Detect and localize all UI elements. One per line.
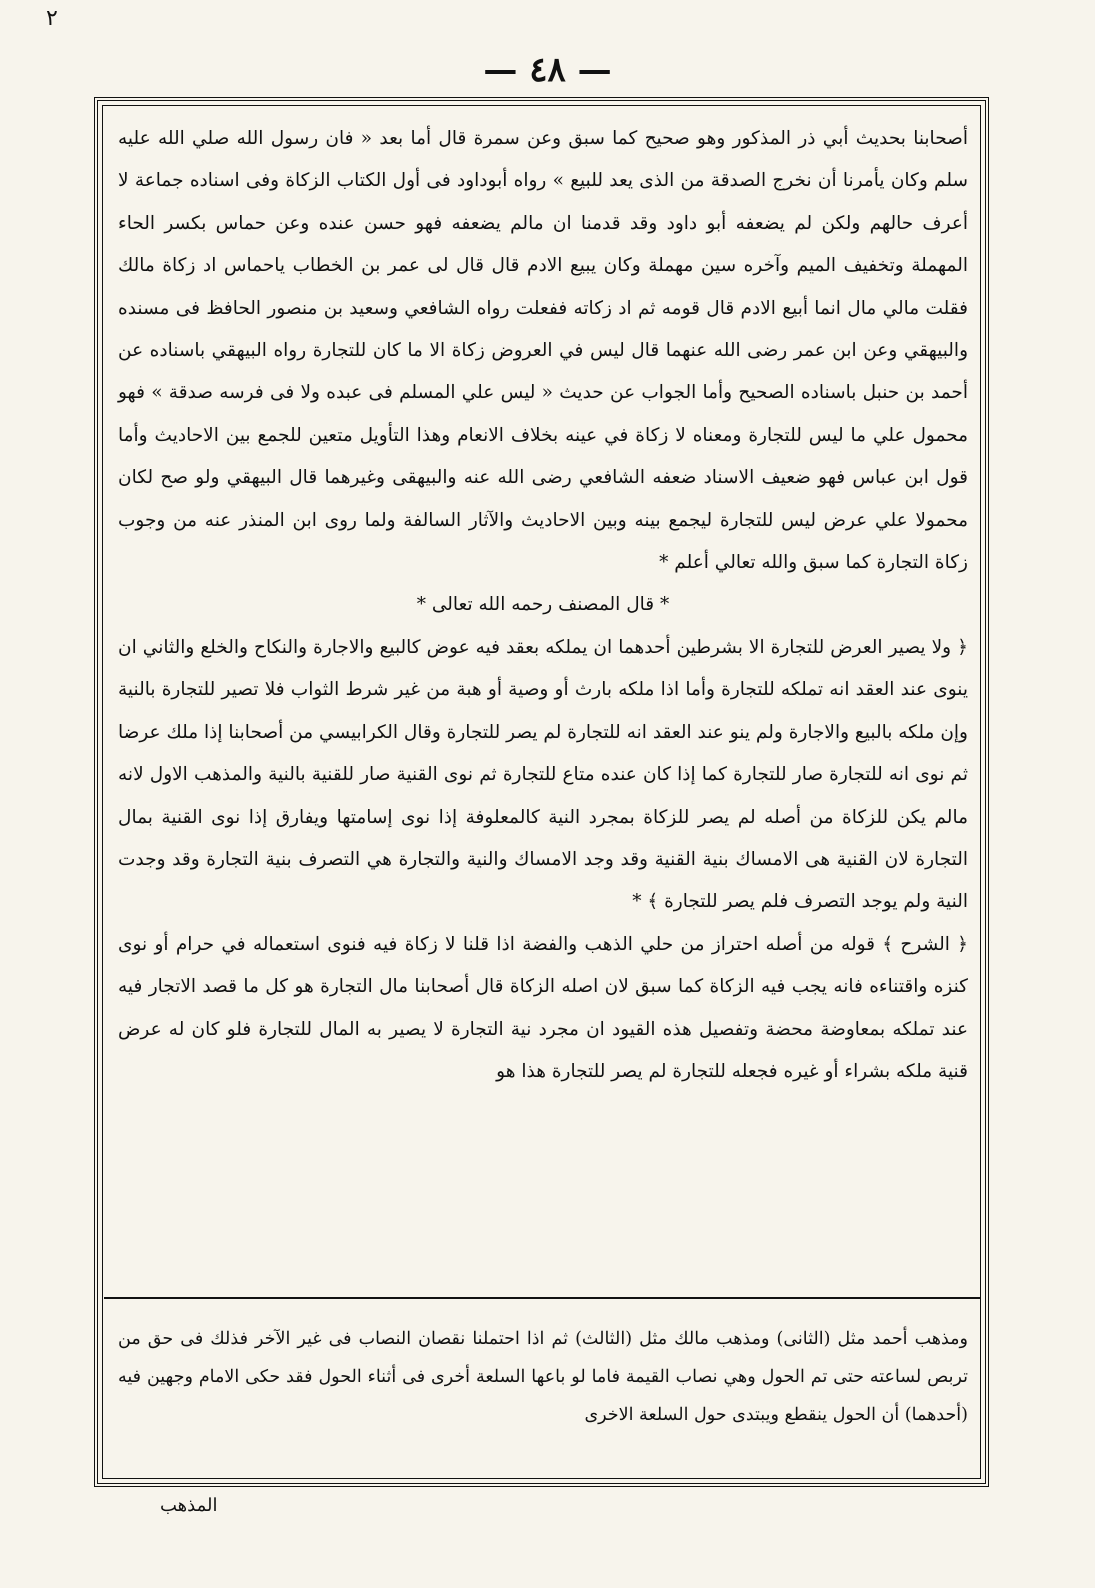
- sharh-paragraph: ﴿ الشرح ﴾ قوله من أصله احتراز من حلي الذهب والفضة اذا قلنا لا زكاة فيه فنوى استعماله في حرام أو نوى كنزه واقتناءه فانه يجب فيه الزكاة كما سبق لان اصله الزكاة قال أصحابنا مال التجارة هو كل ما قصد الاتجار فيه عند تملكه بمعاوضة محضة وتفصيل هذه القيود ان مجرد نية التجارة لا يصير به المال للتجارة فلو كان له عرض قنية ملكه بشراء أو غيره فجعله للتجارة لم يصر للتجارة هذا هو: [118, 933, 968, 1082]
- footnote-separator: [104, 1297, 980, 1299]
- catchword: المذهب: [160, 1495, 218, 1516]
- author-heading: * قال المصنف رحمه الله تعالى *: [416, 594, 670, 616]
- corner-mark: ٢: [46, 6, 58, 31]
- footnote: [118, 1320, 968, 1434]
- footnote-paragraph: ومذهب أحمد مثل (الثانى) ومذهب مالك مثل (الثالث) ثم اذا احتملنا نقصان النصاب فى غير الآخر فذلك فى حق من تربص لساعته حتى تم الحول وهي نصاب القيمة فاما لو باعها السلعة أخرى فى أثناء الحول فقد حكى الامام وجهين فيه (أحدهما) أن الحول ينقطع ويبتدى حول السلعة الاخرى: [118, 1329, 968, 1425]
- page-number: — ٤٨ —: [483, 50, 612, 90]
- matn-paragraph: ﴿ ولا يصير العرض للتجارة الا بشرطين أحدهما ان يملكه بعقد فيه عوض كالبيع والاجارة والنكاح والخلع والثاني ان ينوى عند العقد انه تملكه للتجارة وأما اذا ملكه بارث أو وصية أو هبة من غير شرط الثواب فلا تصير للتجارة بالنية وإن ملكه بالبيع والاجارة ولم ينو عند العقد انه للتجارة لم يصر للتجارة وقال الكرابيسي من أصحابنا إذا ملك عرضا ثم نوى انه للتجارة صار للتجارة كما إذا كان عنده متاع للتجارة ثم نوى القنية صار للقنية بالنية والمذهب الاول لانه مالم يكن للزكاة من أصله لم يصر للزكاة بمجرد النية كالمعلوفة إذا نوى إسامتها ويفارق إذا نوى القنية بمال التجارة لان القنية هى الامساك بنية القنية وقد وجد الامساك والنية والتجارة هي التصرف بنية التجارة وقد وجدت النية ولم يوجد التصرف فلم يصر للتجارة ﴾ *: [118, 636, 968, 913]
- commentary-paragraph: أصحابنا بحديث أبي ذر المذكور وهو صحيح كما سبق وعن سمرة قال أما بعد « فان رسول الله صلي الله عليه سلم وكان يأمرنا أن نخرج الصدقة من الذى يعد للبيع » رواه أبوداود فى أول الكتاب الزكاة وفى اسناده جماعة لا أعرف حالهم ولكن لم يضعفه أبو داود وقد قدمنا ان مالم يضعفه فهو حسن عنده وعن حماس بكسر الحاء المهملة وتخفيف الميم وآخره سين مهملة وكان يبيع الادم قال قال لى عمر بن الخطاب ياحماس اد زكاة مالك فقلت مالي مال انما أبيع الادم قال قومه ثم اد زكاته ففعلت رواه الشافعي وسعيد بن منصور الحافظ فى مسنده والبيهقي وعن ابن عمر رضى الله عنهما قال ليس في العروض زكاة الا ما كان للتجارة رواه البيهقي باسناده عن أحمد بن حنبل باسناده الصحيح وأما الجواب عن حديث « ليس علي المسلم فى عبده ولا فى فرسه صدقة » فهو محمول علي ما ليس للتجارة ومعناه لا زكاة في عينه بخلاف الانعام وهذا التأويل متعين للجمع بين الاحاديث وأما قول ابن عباس فهو ضعيف الاسناد ضعفه الشافعي رضى الله عنه والبيهقى وغيرهما قال البيهقي ولو صح لكان محمولا علي عرض ليس للتجارة ليجمع بينه وبين الاحاديث والآثار السالفة ولما روى ابن المنذر عنه من وجوب زكاة التجارة كما سبق والله تعالي أعلم *: [118, 128, 968, 574]
- main-text: [118, 118, 968, 1093]
